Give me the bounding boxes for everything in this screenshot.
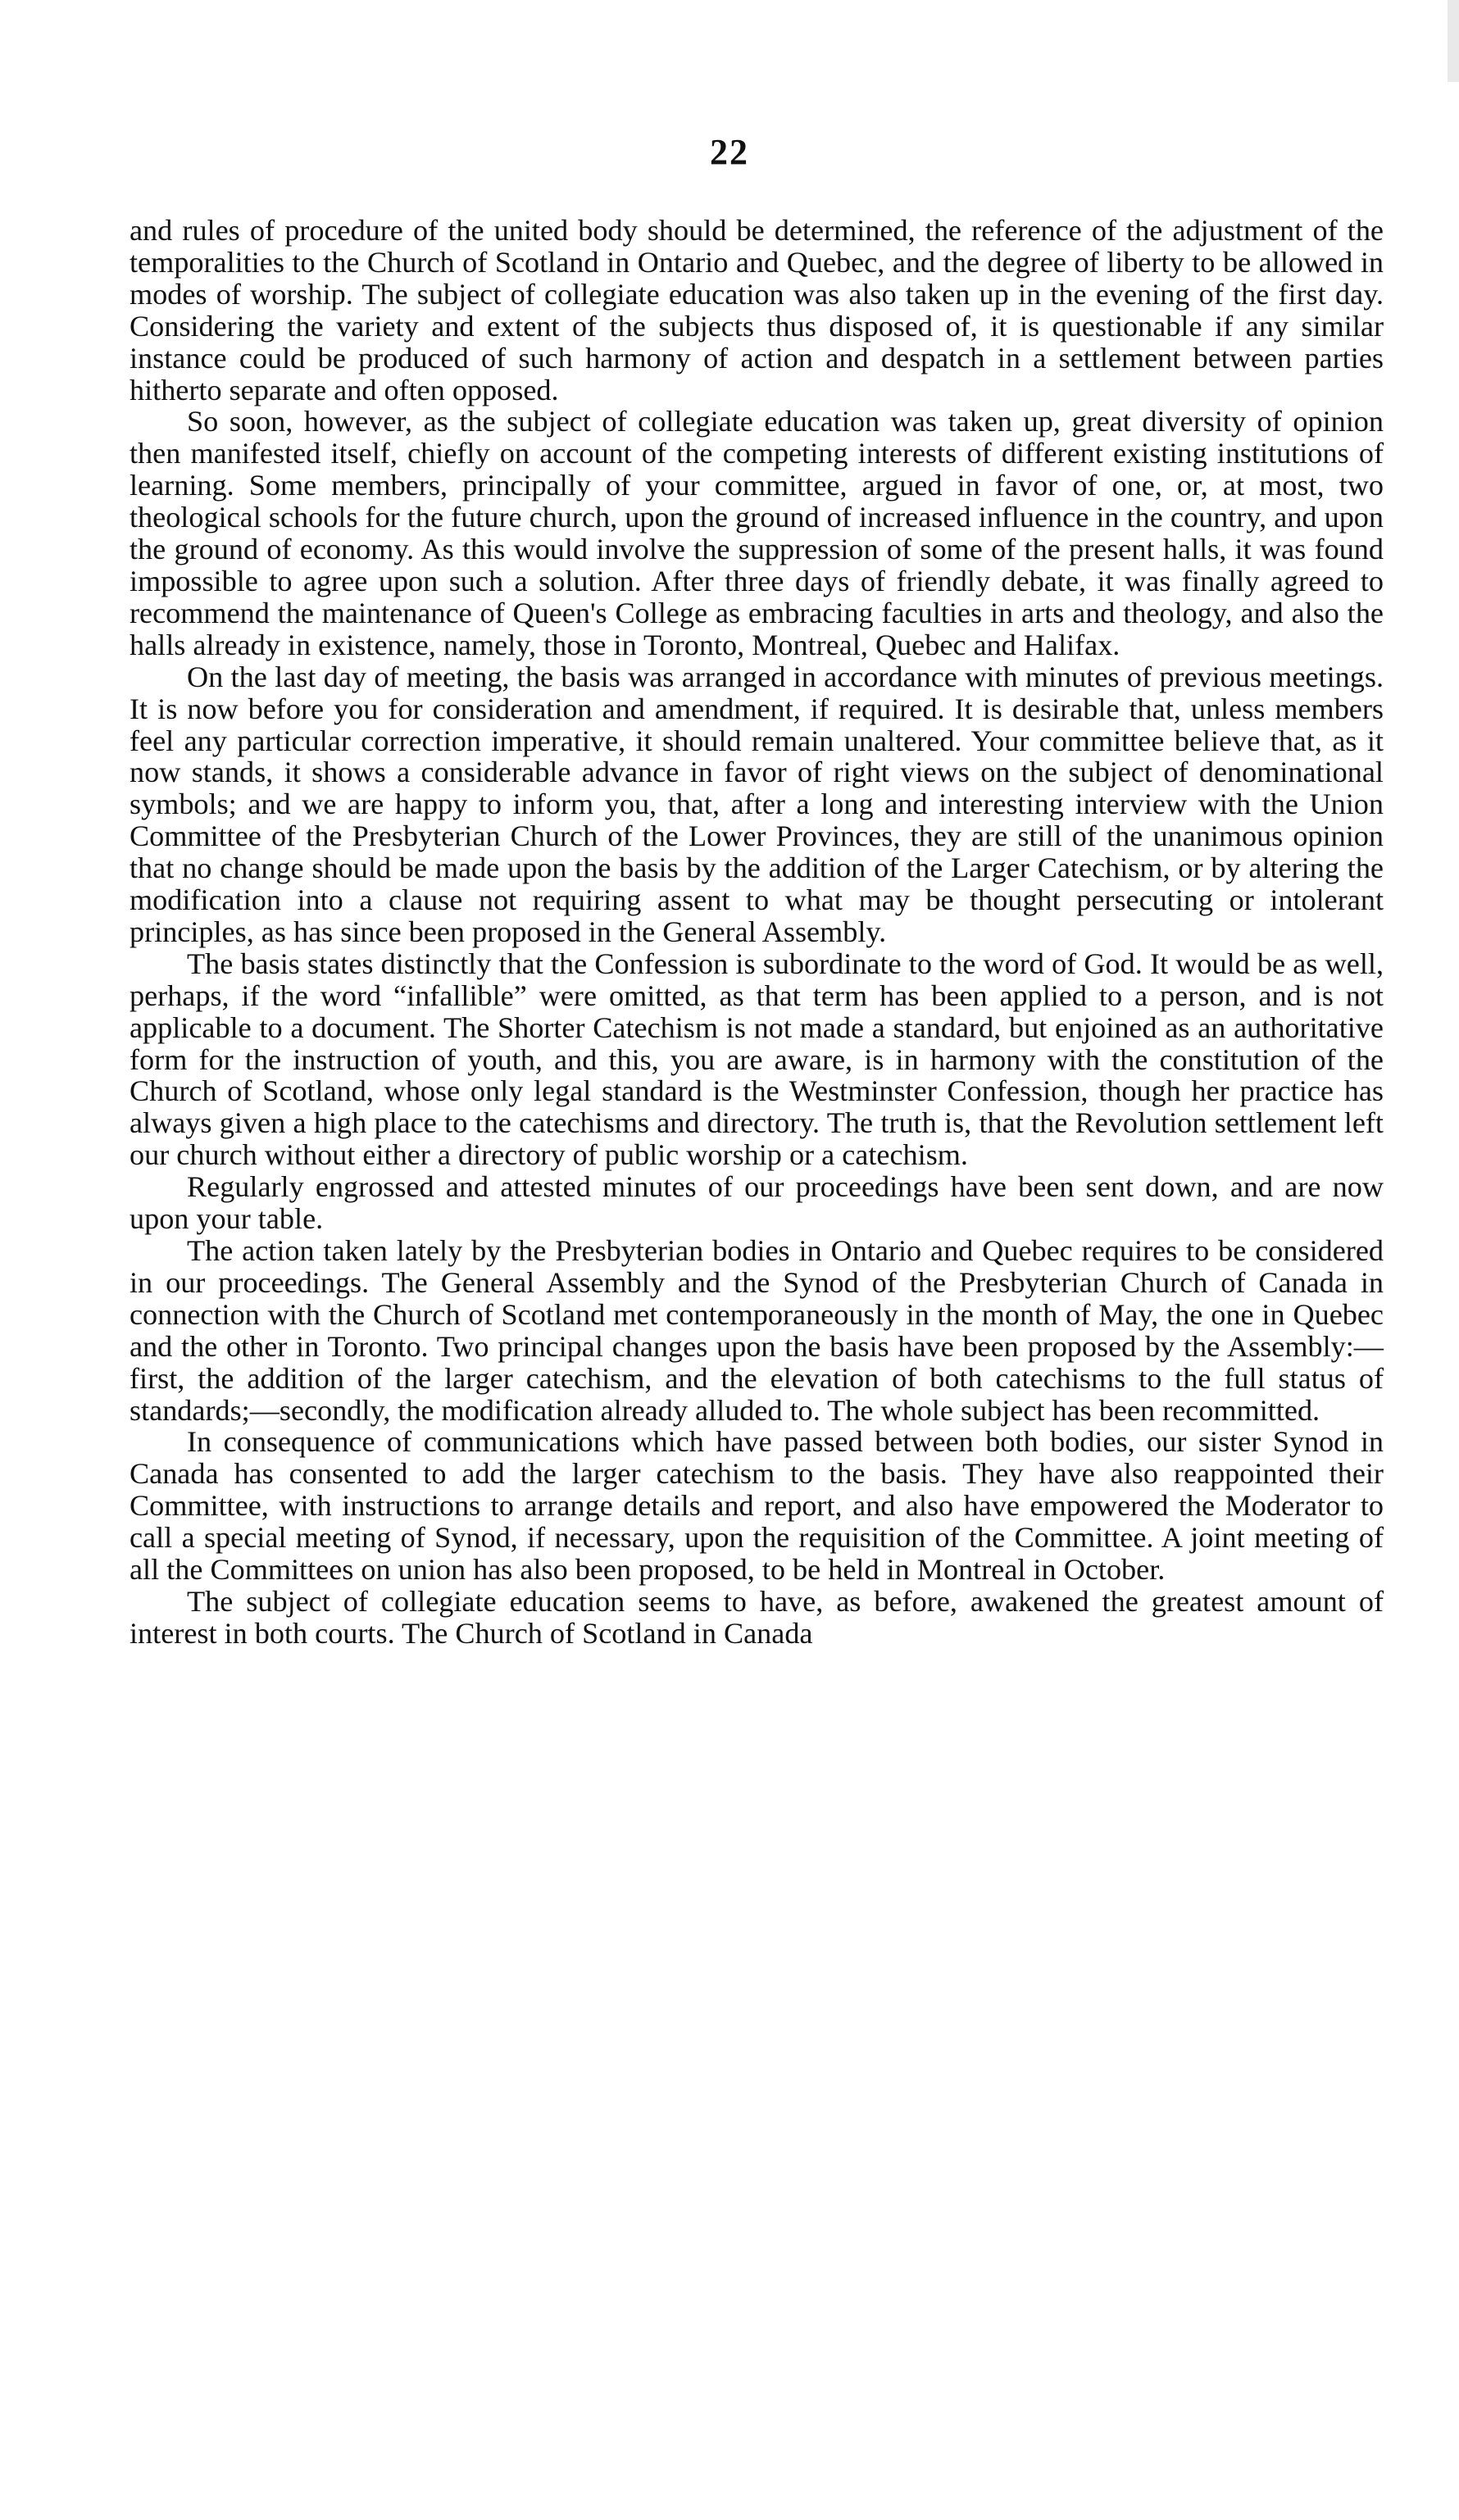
paragraph: and rules of procedure of the united body should be determined, the reference of the adjustment of the temporalities to the Church of Scotland in Ontario and Quebec, and the degree of liberty to be allowed in modes of worship. The subject of collegiate education was also taken up in the evening of the first day. Considering the variety and extent of the subjects thus disposed of, it is questionable if any similar instance could be produced of such harmony of action and despatch in a settlement between parties hitherto separate and often opposed.: [130, 214, 1384, 406]
paragraph: The basis states distinctly that the Confession is subordinate to the word of God. It would be as well, perhaps, if the word “infallible” were omitted, as that term has been applied to a person, and is not applicable to a document. The Shorter Catechism is not made a standard, but enjoined as an authoritative form for the instruction of youth, and this, you are aware, is in harmony with the constitution of the Church of Scotland, whose only legal standard is the Westminster Confession, though her practice has always given a high place to the catechisms and directory. The truth is, that the Revolution settlement left our church without either a directory of public worship or a catechism.: [130, 947, 1384, 1172]
scan-edge: [1448, 0, 1459, 82]
paragraph: On the last day of meeting, the basis was arranged in accordance with minutes of previous meetings. It is now before you for consideration and amendment, if required. It is desirable that, unless members feel any particular correction imperative, it should remain unaltered. Your committee believe that, as it now stands, it shows a considerable advance in favor of right views on the subject of denominational symbols; and we are happy to inform you, that, after a long and interesting interview with the Union Committee of the Presbyterian Church of the Lower Provinces, they are still of the unanimous opinion that no change should be made upon the basis by the addition of the Larger Catechism, or by altering the modification into a clause not requiring assent to what may be thought persecuting or intolerant principles, as has since been proposed in the General Assembly.: [130, 660, 1384, 948]
paragraph: Regularly engrossed and attested minutes of our proceedings have been sent down, and are now upon your table.: [130, 1170, 1384, 1236]
paragraph: The subject of collegiate education seems to have, as before, awakened the greatest amount of interest in both courts. The Church of Scotland in Canada: [130, 1584, 1384, 1650]
paragraph: In consequence of communications which have passed between both bodies, our sister Synod in Canada has consented to add the larger catechism to the basis. They have also reappointed their Committee, with instructions to arrange details and report, and also have empowered the Moderator to call a special meeting of Synod, if necessary, upon the requisition of the Committee. A joint meeting of all the Committees on union has also been proposed, to be held in Montreal in October.: [130, 1425, 1384, 1587]
paragraph: So soon, however, as the subject of collegiate education was taken up, great diversity of opinion then manifested itself, chiefly on account of the competing interests of different existing institutions of learning. Some members, principally of your committee, argued in favor of one, or, at most, two theological schools for the future church, upon the ground of increased influence in the country, and upon the ground of economy. As this would involve the suppression of some of the present halls, it was found impossible to agree upon such a solution. After three days of friendly debate, it was finally agreed to recommend the maintenance of Queen's College as embracing faculties in arts and theology, and also the halls already in existence, namely, those in Toronto, Montreal, Quebec and Halifax.: [130, 405, 1384, 661]
paragraph: The action taken lately by the Presbyterian bodies in Ontario and Quebec requires to be considered in our proceedings. The General Assembly and the Synod of the Presbyterian Church of Canada in connection with the Church of Scotland met contemporaneously in the month of May, the one in Quebec and the other in Toronto. Two principal changes upon the basis have been proposed by the Assembly:—first, the addition of the larger catechism, and the elevation of both catechisms to the full status of standards;—secondly, the modification already alluded to. The whole subject has been recommitted.: [130, 1234, 1384, 1427]
body-text: [130, 215, 1384, 1650]
page-number: 22: [710, 132, 749, 172]
